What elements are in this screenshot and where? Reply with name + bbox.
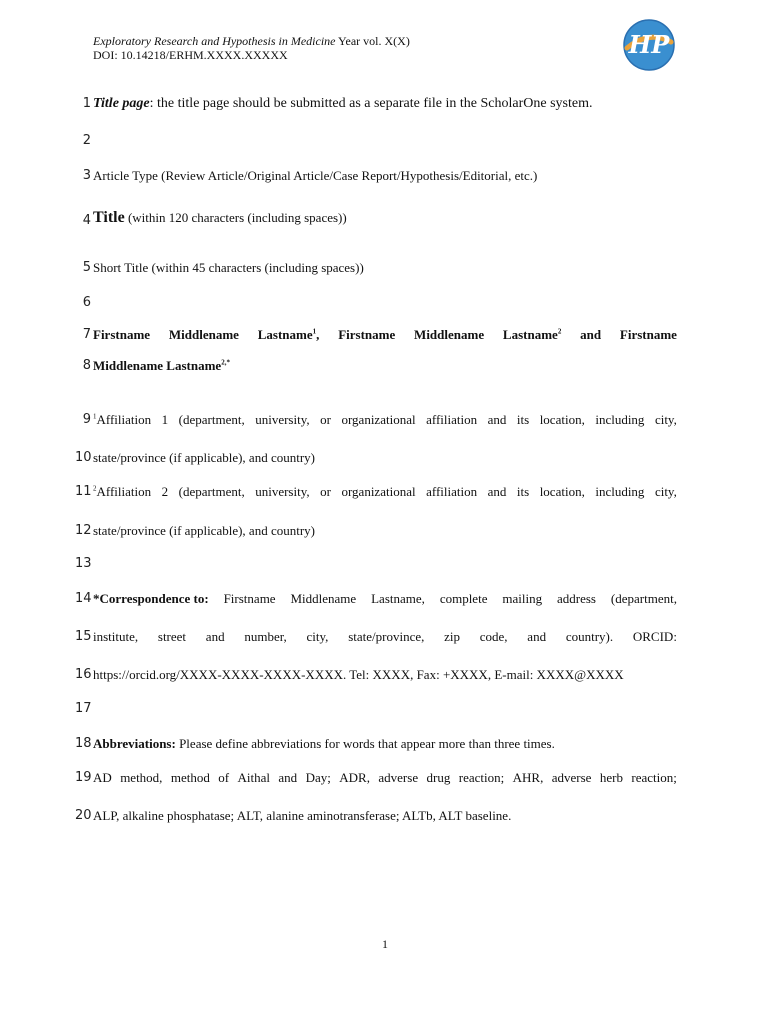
line-number: 15 — [75, 629, 92, 644]
line-number: 8 — [82, 358, 91, 373]
line-number: 4 — [82, 213, 91, 228]
corr-word: country). — [565, 629, 614, 644]
title-line — [93, 209, 677, 227]
corr-word: address — [557, 591, 596, 606]
line-number: 6 — [82, 295, 91, 310]
aff-word: including — [595, 484, 645, 499]
aff-word: and — [487, 412, 507, 427]
correspondence-contact: https://orcid.org/XXXX-XXXX-XXXX-XXXX. Tel: XXXX, Fax: +XXXX, E-mail: XXXX@XXXX — [93, 667, 624, 682]
author-word: Firstname — [619, 327, 677, 342]
corr-word: code, — [479, 629, 508, 644]
aff-word: university, — [255, 412, 310, 427]
line-number: 7 — [82, 327, 91, 342]
aff-word: 2 — [161, 484, 169, 499]
line-number: 19 — [75, 770, 92, 785]
aff-word-text: Affiliation — [96, 484, 152, 499]
year-volume: Year vol. X(X) — [335, 34, 410, 48]
affiliation-sup: 1 — [312, 327, 317, 336]
title-page-label: Title page — [93, 96, 150, 111]
abbreviations-line — [93, 736, 677, 752]
author-word: and — [580, 327, 602, 342]
corr-word: ORCID: — [632, 629, 677, 644]
aff-word: location, — [539, 484, 585, 499]
abbr-word: ADR, — [339, 770, 370, 785]
line-number: 17 — [75, 701, 92, 716]
aff-word — [93, 484, 151, 500]
abbreviations-text: Please define abbreviations for words that appear more than three times. — [175, 736, 555, 751]
article-type: Article Type (Review Article/Original Article/Case Report/Hypothesis/Editorial, etc.) — [93, 168, 538, 183]
corr-word: complete — [439, 591, 488, 606]
page-number: 1 — [382, 937, 388, 951]
author-word: Lastname — [257, 327, 313, 342]
corr-word: zip — [444, 629, 460, 644]
abbr-word: drug — [426, 770, 451, 785]
author-word-with-sup — [503, 327, 561, 343]
affiliation-sup: 2,* — [221, 358, 230, 367]
aff-word: affiliation — [426, 412, 478, 427]
title-label: Title — [93, 209, 125, 226]
line-number: 1 — [82, 96, 91, 111]
abbr-word: reaction; — [458, 770, 505, 785]
line-number: 13 — [75, 556, 92, 571]
line-number: 20 — [75, 808, 92, 823]
page-header — [93, 34, 410, 62]
abbr-word: Day; — [305, 770, 331, 785]
aff-word — [93, 412, 151, 428]
author-word-with-sup — [258, 327, 320, 343]
title-note: (within 120 characters (including spaces)) — [124, 210, 347, 225]
line-number: 10 — [75, 450, 92, 465]
aff-word: organizational — [341, 412, 416, 427]
title-page-text: : the title page should be submitted as a separate file in the ScholarOne system. — [149, 96, 593, 111]
logo-letters: HP — [628, 30, 670, 59]
journal-name: Exploratory Research and Hypothesis in Medicine — [93, 34, 336, 48]
author-word: Firstname — [338, 327, 396, 342]
title-page-note — [93, 96, 677, 112]
abbr-word: of — [218, 770, 230, 785]
aff-word: its — [516, 484, 530, 499]
line-number: 18 — [75, 736, 92, 751]
abbr-word: herb — [599, 770, 623, 785]
authors-line-2 — [93, 358, 677, 374]
abbr-word: reaction; — [631, 770, 677, 785]
aff-word: city, — [654, 412, 677, 427]
abbr-word: method — [170, 770, 210, 785]
corr-word: and — [527, 629, 547, 644]
author-word: Firstname — [93, 327, 151, 342]
author-comma: , — [316, 327, 320, 342]
abbr-word: Aithal — [237, 770, 270, 785]
affiliation-1 — [93, 412, 677, 428]
affiliation-sup: 2 — [93, 484, 97, 493]
line-number: 5 — [82, 260, 91, 275]
corr-word: institute, — [93, 629, 139, 644]
short-title: Short Title (within 45 characters (including spaces)) — [93, 260, 364, 275]
doi: DOI: 10.14218/ERHM.XXXX.XXXXX — [93, 48, 288, 62]
corr-word: city, — [306, 629, 329, 644]
line-number: 12 — [75, 523, 92, 538]
aff-word: including — [595, 412, 645, 427]
journal-line — [93, 34, 410, 48]
corr-word: Middlename — [290, 591, 357, 606]
aff-word: its — [516, 412, 530, 427]
line-number: 3 — [82, 168, 91, 183]
aff-word-text: Affiliation — [96, 412, 152, 427]
aff-word: (department, — [178, 484, 245, 499]
corr-word: street — [157, 629, 187, 644]
aff-word: or — [320, 484, 331, 499]
author-word: Lastname — [502, 327, 558, 342]
aff-word: location, — [539, 412, 585, 427]
aff-word: and — [487, 484, 507, 499]
aff-word: 1 — [161, 412, 169, 427]
aff-word: (department, — [178, 412, 245, 427]
abbreviations-label: Abbreviations: — [93, 736, 176, 751]
abbr-word: adverse — [551, 770, 592, 785]
abbreviations-list-1 — [93, 770, 677, 786]
corr-word: (department, — [610, 591, 677, 606]
corr-word: number, — [244, 629, 287, 644]
author-word: Middlename — [414, 327, 485, 342]
abbr-word: and — [278, 770, 298, 785]
corr-word: mailing — [502, 591, 543, 606]
affiliation-2 — [93, 484, 677, 500]
line-number: 2 — [82, 133, 91, 148]
author-word: Middlename — [168, 327, 239, 342]
author-name: Middlename Lastname — [93, 358, 222, 373]
correspondence-line — [93, 591, 677, 607]
affiliation-sup: 1 — [93, 412, 97, 421]
line-number: 14 — [75, 591, 92, 606]
abbr-word: AD — [93, 770, 112, 785]
corr-word: and — [205, 629, 225, 644]
correspondence-line-2 — [93, 629, 677, 645]
aff-word: affiliation — [426, 484, 478, 499]
correspondence-label: *Correspondence to: — [93, 591, 209, 606]
authors-line — [93, 327, 677, 343]
corr-word: Firstname — [223, 591, 276, 606]
line-number: 9 — [82, 412, 91, 427]
corr-word: state/province, — [348, 629, 425, 644]
abbreviations-list-2: ALP, alkaline phosphatase; ALT, alanine aminotransferase; ALTb, ALT baseline. — [93, 808, 512, 823]
journal-logo — [621, 18, 677, 72]
affiliation-sup: 2 — [557, 327, 562, 336]
corr-word: Lastname, — [371, 591, 425, 606]
abbr-word: method, — [120, 770, 163, 785]
aff-word: city, — [654, 484, 677, 499]
aff-word: or — [320, 412, 331, 427]
abbr-word: adverse — [378, 770, 419, 785]
line-number: 11 — [75, 484, 92, 499]
abbr-word: AHR, — [512, 770, 544, 785]
affiliation-1-cont: state/province (if applicable), and country) — [93, 450, 315, 465]
line-number: 16 — [75, 667, 92, 682]
aff-word: organizational — [341, 484, 416, 499]
aff-word: university, — [255, 484, 310, 499]
affiliation-2-cont: state/province (if applicable), and country) — [93, 523, 315, 538]
